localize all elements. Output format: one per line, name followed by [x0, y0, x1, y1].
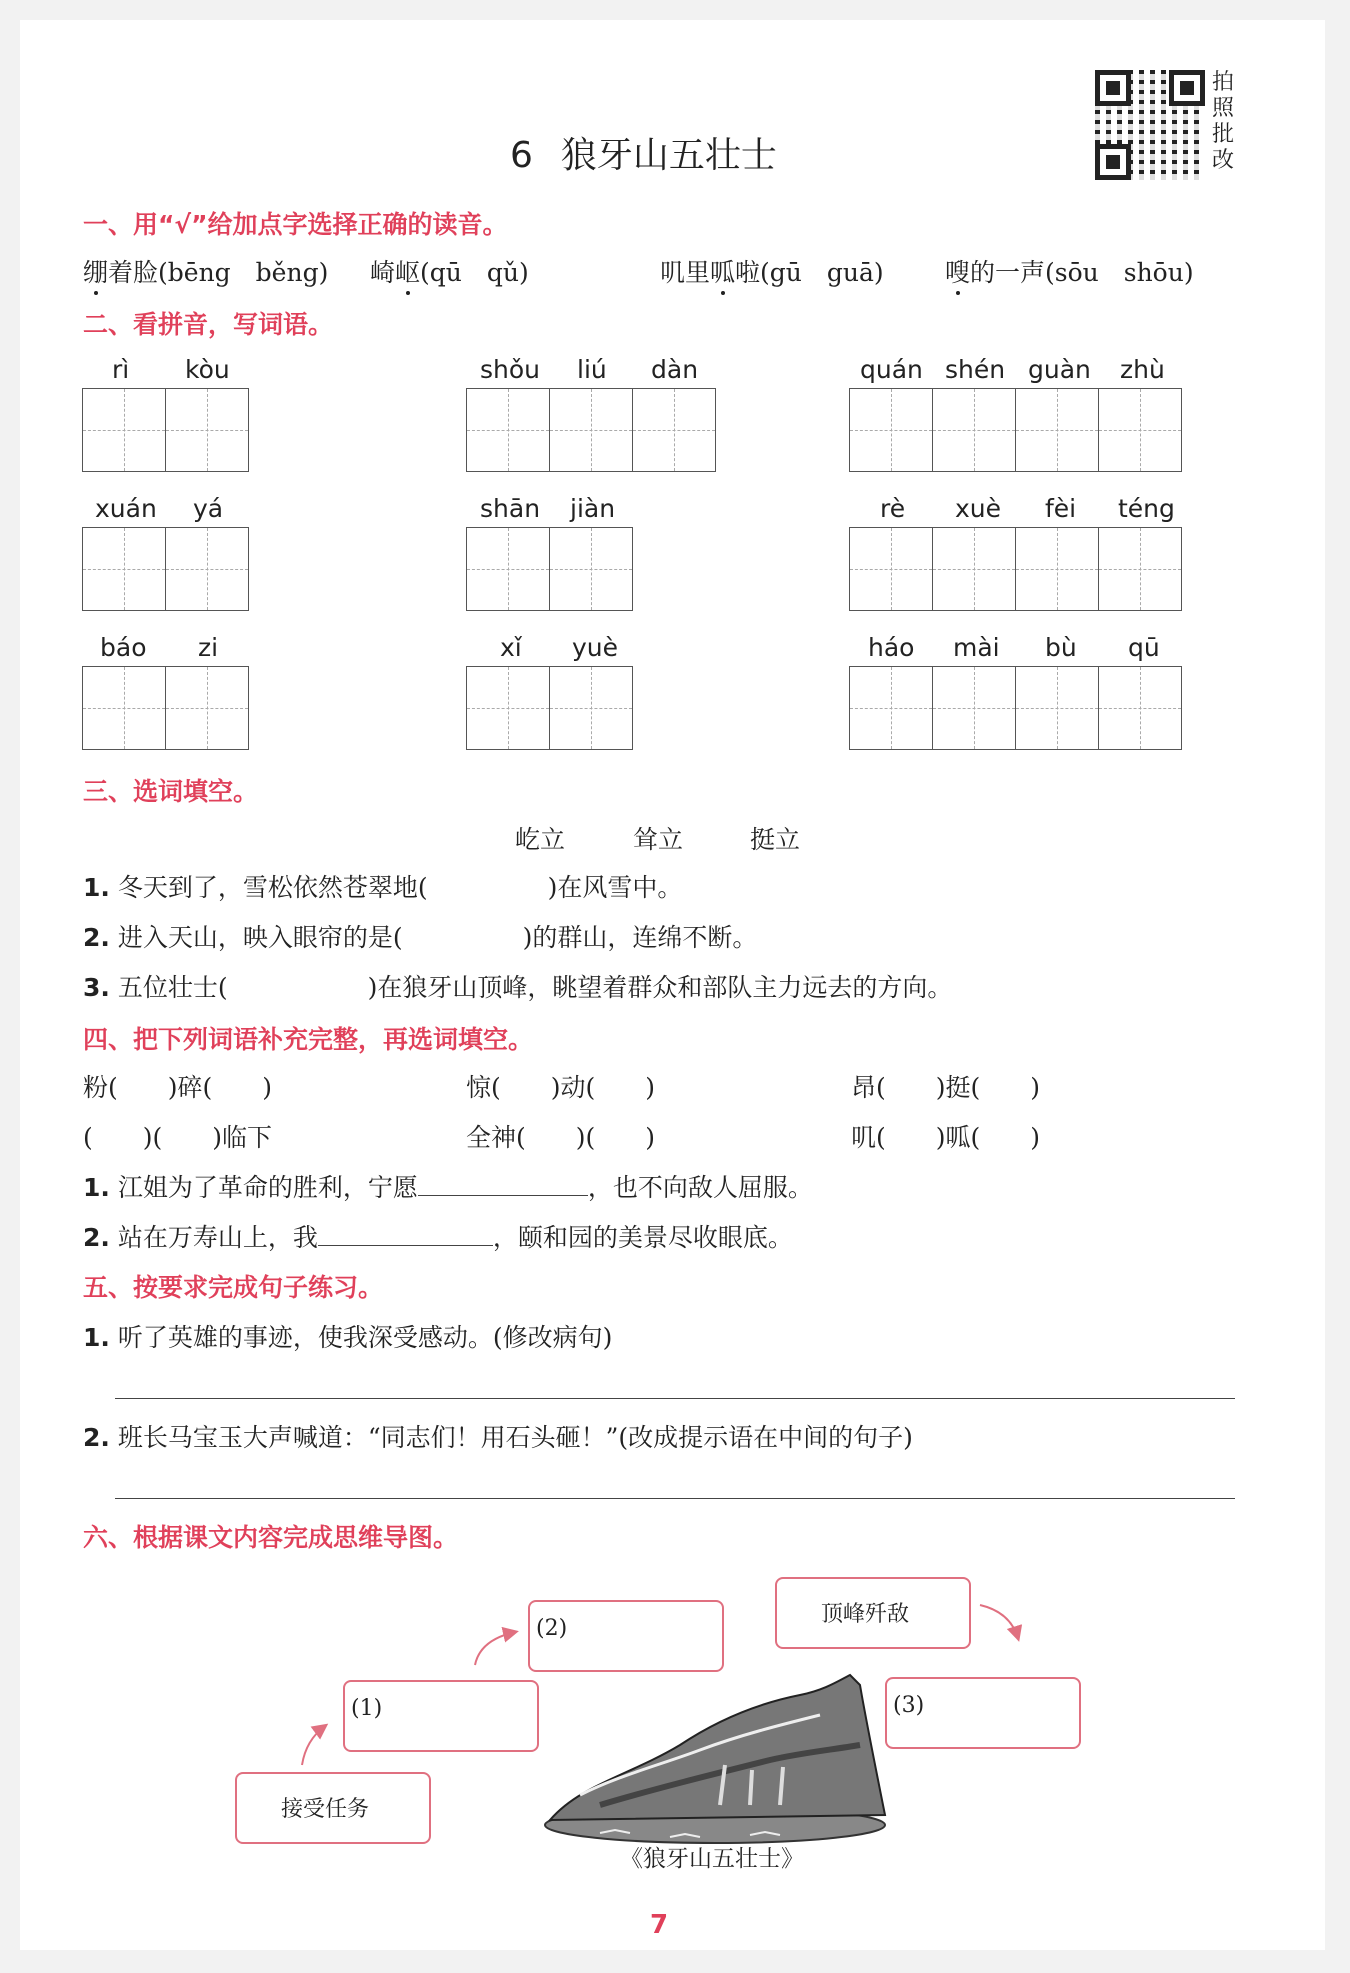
mindmap-node-3[interactable]: (3) [885, 1677, 1081, 1749]
pinyin: yuè [572, 633, 619, 662]
pinyin: bù [1045, 633, 1077, 662]
lesson-title: 狼牙山五壮士 [560, 135, 777, 176]
mindmap-node-1[interactable]: (1) [343, 1680, 539, 1752]
char-grid[interactable] [466, 666, 633, 750]
pinyin: dàn [651, 355, 699, 384]
pinyin: fèi [1045, 494, 1077, 523]
pinyin: shān [480, 494, 541, 523]
mindmap-caption: 《狼牙山五壮士》 [620, 1846, 804, 1872]
fill-sentence: 2. 站在万寿山上，我 ，颐和园的美景尽收眼底。 [83, 1223, 793, 1252]
char-grid[interactable] [849, 388, 1182, 472]
mindmap-node-start: 接受任务 [235, 1772, 431, 1844]
pinyin: quán [860, 355, 923, 384]
pinyin: kòu [185, 355, 230, 384]
fill-sentence: 3. 五位壮士( )在狼牙山顶峰，眺望着群众和部队主力远去的方向。 [83, 973, 953, 1002]
idiom-blank: 昂( )挺( ) [851, 1073, 1041, 1102]
section5-heading: 五、按要求完成句子练习。 [83, 1273, 384, 1302]
pinyin: liú [577, 355, 607, 384]
page-number: 7 [650, 1910, 669, 1940]
pinyin: zhù [1120, 355, 1165, 384]
pinyin: xǐ [500, 633, 522, 662]
section1-item: 叽里呱啦(gū guā) [660, 258, 884, 287]
answer-line[interactable] [115, 1398, 1235, 1399]
section1-item: 嗖的一声(sōu shōu) [945, 258, 1194, 287]
char-grid[interactable] [466, 527, 633, 611]
char-grid[interactable] [849, 666, 1182, 750]
sentence-exercise: 1. 听了英雄的事迹，使我深受感动。(修改病句) [83, 1323, 613, 1352]
pinyin: téng [1118, 494, 1175, 523]
idiom-blank: 粉( )碎( ) [83, 1073, 273, 1102]
char-grid[interactable] [466, 388, 716, 472]
word-choice: 屹立 [515, 825, 566, 854]
pinyin: qū [1128, 633, 1160, 662]
word-choice: 耸立 [633, 825, 684, 854]
pinyin: shǒu [480, 355, 541, 384]
fill-sentence: 2. 进入天山，映入眼帘的是( )的群山，连绵不断。 [83, 923, 758, 952]
pinyin: guàn [1028, 355, 1091, 384]
word-choice: 挺立 [750, 825, 801, 854]
pinyin: xuè [955, 494, 1002, 523]
pinyin: jiàn [570, 494, 616, 523]
idiom-blank: ( )( )临下 [83, 1123, 273, 1152]
mindmap-node-peak: 顶峰歼敌 [775, 1577, 971, 1649]
mindmap-node-2[interactable]: (2) [528, 1600, 724, 1672]
qr-label: 拍照批改 [1212, 70, 1235, 173]
lesson-number: 6 [510, 135, 533, 176]
pinyin: rè [880, 494, 906, 523]
qr-code[interactable] [1095, 70, 1205, 180]
pinyin: xuán [95, 494, 157, 523]
pinyin: shén [945, 355, 1006, 384]
idiom-blank: 全神( )( ) [466, 1123, 656, 1152]
pinyin: báo [100, 633, 147, 662]
fill-sentence: 1. 江姐为了革命的胜利，宁愿 ，也不向敌人屈服。 [83, 1173, 813, 1202]
pinyin: zi [198, 633, 219, 662]
section1-item: 绷着脸(bēng běng) [83, 258, 329, 287]
section3-heading: 三、选词填空。 [83, 777, 259, 806]
section6-heading: 六、根据课文内容完成思维导图。 [83, 1523, 459, 1552]
mountain-illustration [540, 1655, 890, 1845]
answer-line[interactable] [115, 1498, 1235, 1499]
page-title [510, 127, 777, 178]
idiom-blank: 惊( )动( ) [466, 1073, 656, 1102]
section1-item: 崎岖(qū qǔ) [370, 258, 529, 287]
char-grid[interactable] [82, 666, 249, 750]
char-grid[interactable] [82, 388, 249, 472]
sentence-exercise: 2. 班长马宝玉大声喊道：“同志们！用石头砸！”(改成提示语在中间的句子) [83, 1423, 913, 1452]
pinyin: yá [193, 494, 224, 523]
char-grid[interactable] [849, 527, 1182, 611]
char-grid[interactable] [82, 527, 249, 611]
pinyin: rì [112, 355, 130, 384]
pinyin: háo [868, 633, 915, 662]
section2-heading: 二、看拼音，写词语。 [83, 310, 334, 339]
section4-heading: 四、把下列词语补充完整，再选词填空。 [83, 1025, 534, 1054]
section1-heading: 一、用“√”给加点字选择正确的读音。 [83, 210, 508, 239]
fill-sentence: 1. 冬天到了，雪松依然苍翠地( )在风雪中。 [83, 873, 683, 902]
idiom-blank: 叽( )呱( ) [851, 1123, 1041, 1152]
pinyin: mài [953, 633, 1000, 662]
